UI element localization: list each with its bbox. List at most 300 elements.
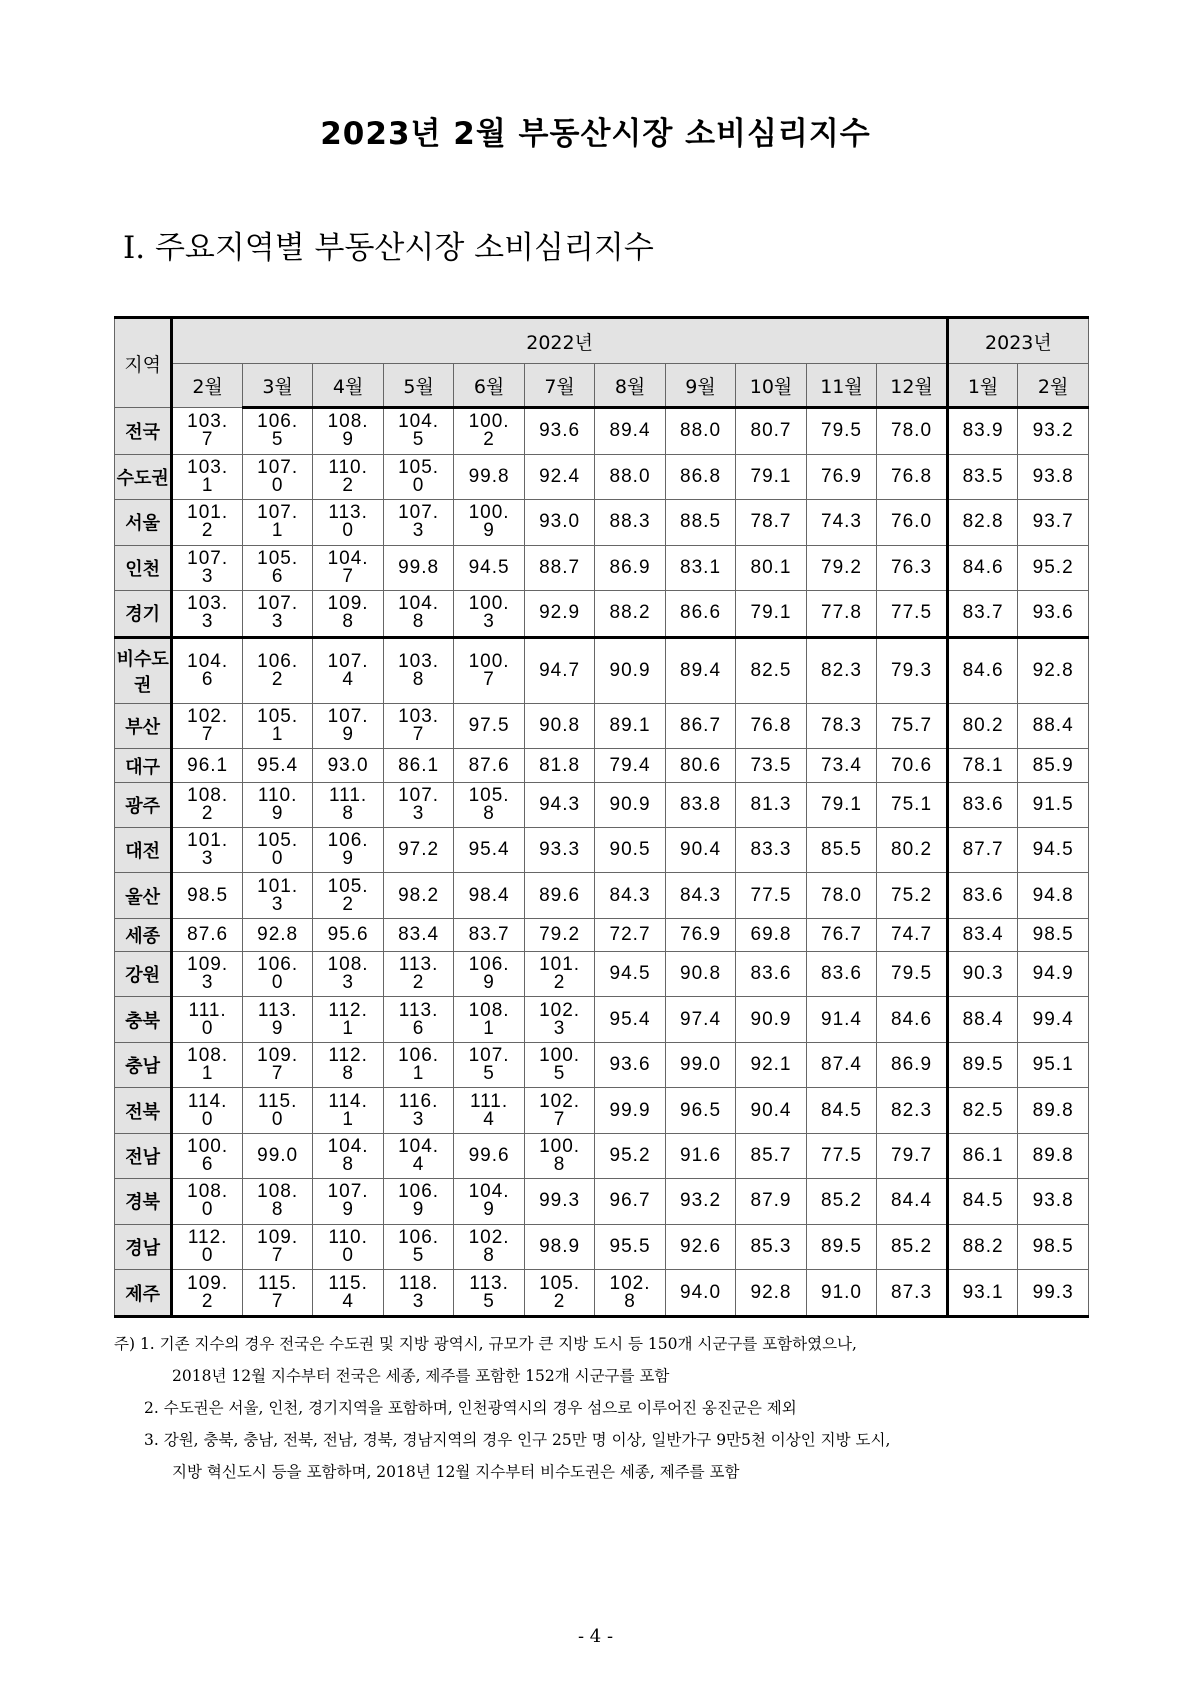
value-cell: 72.7: [595, 918, 665, 951]
region-cell: 부산: [115, 703, 172, 748]
value-cell: 75.1: [877, 782, 948, 827]
index-table: [114, 316, 1089, 1318]
value-cell: 100. 9: [454, 500, 524, 545]
value-cell: 88.3: [595, 500, 665, 545]
value-cell: 96.7: [595, 1179, 665, 1224]
value-cell: 104. 4: [383, 1133, 453, 1178]
page-number: - 4 -: [577, 1626, 614, 1647]
value-cell: 109. 2: [172, 1270, 242, 1317]
value-cell: 77.5: [806, 1133, 876, 1178]
value-cell: 95.1: [1018, 1042, 1089, 1087]
value-cell: 93.3: [524, 828, 594, 873]
value-cell: 107. 1: [242, 500, 312, 545]
value-cell: 113. 2: [383, 952, 453, 997]
year-2022-header: 2022년: [172, 318, 947, 364]
value-cell: 80.2: [877, 828, 948, 873]
value-cell: 104. 8: [313, 1133, 383, 1178]
value-cell: 94.5: [454, 545, 524, 590]
value-cell: 69.8: [736, 918, 806, 951]
value-cell: 91.5: [1018, 782, 1089, 827]
value-cell: 81.3: [736, 782, 806, 827]
value-cell: 100. 3: [454, 590, 524, 637]
value-cell: 83.9: [947, 408, 1017, 455]
footnote-1-continued: 2018년 12월 지수부터 전국은 세종, 제주를 포함한 152개 시군구를 포함: [172, 1367, 670, 1385]
value-cell: 104. 6: [172, 637, 242, 703]
value-cell: 98.4: [454, 873, 524, 918]
month-header: 6월: [454, 364, 524, 408]
value-cell: 85.2: [806, 1179, 876, 1224]
value-cell: 85.7: [736, 1133, 806, 1178]
value-cell: 112. 8: [313, 1042, 383, 1087]
value-cell: 93.6: [595, 1042, 665, 1087]
value-cell: 108. 0: [172, 1179, 242, 1224]
footnote-2: 2. 수도권은 서울, 인천, 경기지역을 포함하며, 인천광역시의 경우 섬으로 이루어진 옹진군은 제외: [144, 1399, 797, 1417]
region-cell: 강원: [115, 952, 172, 997]
table-row: [115, 703, 1089, 748]
month-header: 8월: [595, 364, 665, 408]
value-cell: 84.4: [877, 1179, 948, 1224]
month-header: 11월: [806, 364, 876, 408]
table-row: [115, 1042, 1089, 1087]
value-cell: 90.5: [595, 828, 665, 873]
value-cell: 84.5: [806, 1088, 876, 1133]
value-cell: 79.2: [524, 918, 594, 951]
region-cell: 광주: [115, 782, 172, 827]
value-cell: 80.1: [736, 545, 806, 590]
month-header: 5월: [383, 364, 453, 408]
table-row: [115, 1088, 1089, 1133]
value-cell: 92.8: [242, 918, 312, 951]
value-cell: 82.3: [877, 1088, 948, 1133]
value-cell: 83.5: [947, 454, 1017, 499]
value-cell: 79.3: [877, 637, 948, 703]
value-cell: 105. 1: [242, 703, 312, 748]
value-cell: 79.2: [806, 545, 876, 590]
value-cell: 78.0: [877, 408, 948, 455]
value-cell: 107. 3: [383, 500, 453, 545]
value-cell: 78.1: [947, 749, 1017, 782]
value-cell: 86.1: [947, 1133, 1017, 1178]
value-cell: 102. 3: [524, 997, 594, 1042]
value-cell: 111. 8: [313, 782, 383, 827]
region-cell: 대전: [115, 828, 172, 873]
value-cell: 76.9: [806, 454, 876, 499]
value-cell: 85.2: [877, 1224, 948, 1269]
value-cell: 87.9: [736, 1179, 806, 1224]
table-row: [115, 500, 1089, 545]
value-cell: 110. 9: [242, 782, 312, 827]
value-cell: 95.4: [595, 997, 665, 1042]
value-cell: 95.2: [595, 1133, 665, 1178]
value-cell: 89.1: [595, 703, 665, 748]
region-cell: 세종: [115, 918, 172, 951]
value-cell: 106. 5: [383, 1224, 453, 1269]
value-cell: 93.0: [524, 500, 594, 545]
value-cell: 88.2: [947, 1224, 1017, 1269]
table-body: [115, 408, 1089, 1317]
value-cell: 83.6: [806, 952, 876, 997]
value-cell: 78.3: [806, 703, 876, 748]
region-cell: 경북: [115, 1179, 172, 1224]
value-cell: 111. 4: [454, 1088, 524, 1133]
footnote-3-continued: 지방 혁신도시 등을 포함하며, 2018년 12월 지수부터 비수도권은 세종, 제주를 포함: [172, 1463, 740, 1481]
value-cell: 108. 8: [242, 1179, 312, 1224]
value-cell: 89.4: [595, 408, 665, 455]
value-cell: 101. 2: [172, 500, 242, 545]
value-cell: 92.8: [736, 1270, 806, 1317]
value-cell: 111. 0: [172, 997, 242, 1042]
value-cell: 99.9: [595, 1088, 665, 1133]
value-cell: 95.4: [242, 749, 312, 782]
value-cell: 94.5: [1018, 828, 1089, 873]
value-cell: 76.8: [736, 703, 806, 748]
value-cell: 93.6: [524, 408, 594, 455]
value-cell: 88.4: [947, 997, 1017, 1042]
value-cell: 87.3: [877, 1270, 948, 1317]
value-cell: 84.3: [665, 873, 735, 918]
value-cell: 97.5: [454, 703, 524, 748]
section-title: Ⅰ. 주요지역별 부동산시장 소비심리지수: [123, 230, 654, 266]
month-header: 9월: [665, 364, 735, 408]
value-cell: 90.9: [736, 997, 806, 1042]
value-cell: 76.7: [806, 918, 876, 951]
table-row: [115, 637, 1089, 703]
value-cell: 85.5: [806, 828, 876, 873]
value-cell: 90.8: [665, 952, 735, 997]
value-cell: 82.5: [736, 637, 806, 703]
value-cell: 106. 1: [383, 1042, 453, 1087]
value-cell: 118. 3: [383, 1270, 453, 1317]
value-cell: 103. 8: [383, 637, 453, 703]
value-cell: 93.2: [665, 1179, 735, 1224]
region-cell: 충북: [115, 997, 172, 1042]
value-cell: 96.1: [172, 749, 242, 782]
value-cell: 104. 7: [313, 545, 383, 590]
value-cell: 86.7: [665, 703, 735, 748]
table-row: [115, 873, 1089, 918]
value-cell: 90.4: [665, 828, 735, 873]
value-cell: 95.6: [313, 918, 383, 951]
value-cell: 98.5: [1018, 1224, 1089, 1269]
value-cell: 113. 6: [383, 997, 453, 1042]
value-cell: 101. 3: [172, 828, 242, 873]
value-cell: 78.0: [806, 873, 876, 918]
value-cell: 113. 9: [242, 997, 312, 1042]
table-row: [115, 952, 1089, 997]
value-cell: 84.3: [595, 873, 665, 918]
value-cell: 88.0: [665, 408, 735, 455]
value-cell: 108. 2: [172, 782, 242, 827]
value-cell: 88.5: [665, 500, 735, 545]
region-cell: 전북: [115, 1088, 172, 1133]
value-cell: 90.9: [595, 782, 665, 827]
value-cell: 105. 2: [313, 873, 383, 918]
value-cell: 94.8: [1018, 873, 1089, 918]
region-cell: 인천: [115, 545, 172, 590]
value-cell: 99.8: [383, 545, 453, 590]
value-cell: 79.5: [877, 952, 948, 997]
region-cell: 전국: [115, 408, 172, 455]
value-cell: 104. 8: [383, 590, 453, 637]
value-cell: 83.6: [947, 873, 1017, 918]
table-row: [115, 590, 1089, 637]
value-cell: 77.8: [806, 590, 876, 637]
value-cell: 99.3: [524, 1179, 594, 1224]
value-cell: 88.7: [524, 545, 594, 590]
value-cell: 107. 4: [313, 637, 383, 703]
value-cell: 92.1: [736, 1042, 806, 1087]
value-cell: 105. 8: [454, 782, 524, 827]
value-cell: 90.9: [595, 637, 665, 703]
value-cell: 92.6: [665, 1224, 735, 1269]
value-cell: 73.5: [736, 749, 806, 782]
value-cell: 79.5: [806, 408, 876, 455]
value-cell: 110. 0: [313, 1224, 383, 1269]
value-cell: 115. 0: [242, 1088, 312, 1133]
value-cell: 99.3: [1018, 1270, 1089, 1317]
value-cell: 84.6: [877, 997, 948, 1042]
table-row: [115, 918, 1089, 951]
value-cell: 74.7: [877, 918, 948, 951]
value-cell: 102. 7: [172, 703, 242, 748]
value-cell: 79.1: [736, 454, 806, 499]
value-cell: 83.4: [947, 918, 1017, 951]
value-cell: 83.1: [665, 545, 735, 590]
value-cell: 103. 3: [172, 590, 242, 637]
value-cell: 113. 5: [454, 1270, 524, 1317]
year-2023-header: 2023년: [947, 318, 1088, 364]
value-cell: 110. 2: [313, 454, 383, 499]
value-cell: 88.0: [595, 454, 665, 499]
value-cell: 87.6: [172, 918, 242, 951]
value-cell: 107. 0: [242, 454, 312, 499]
value-cell: 107. 9: [313, 1179, 383, 1224]
value-cell: 90.3: [947, 952, 1017, 997]
value-cell: 101. 3: [242, 873, 312, 918]
value-cell: 86.1: [383, 749, 453, 782]
value-cell: 82.3: [806, 637, 876, 703]
value-cell: 116. 3: [383, 1088, 453, 1133]
value-cell: 75.2: [877, 873, 948, 918]
value-cell: 79.1: [736, 590, 806, 637]
value-cell: 80.7: [736, 408, 806, 455]
value-cell: 93.8: [1018, 1179, 1089, 1224]
value-cell: 80.6: [665, 749, 735, 782]
value-cell: 103. 1: [172, 454, 242, 499]
value-cell: 87.4: [806, 1042, 876, 1087]
value-cell: 89.6: [524, 873, 594, 918]
value-cell: 109. 7: [242, 1224, 312, 1269]
value-cell: 87.7: [947, 828, 1017, 873]
value-cell: 95.4: [454, 828, 524, 873]
value-cell: 114. 0: [172, 1088, 242, 1133]
value-cell: 108. 9: [313, 408, 383, 455]
value-cell: 98.2: [383, 873, 453, 918]
value-cell: 89.5: [947, 1042, 1017, 1087]
value-cell: 86.8: [665, 454, 735, 499]
value-cell: 100. 7: [454, 637, 524, 703]
value-cell: 85.3: [736, 1224, 806, 1269]
value-cell: 97.2: [383, 828, 453, 873]
value-cell: 99.6: [454, 1133, 524, 1178]
value-cell: 107. 5: [454, 1042, 524, 1087]
value-cell: 106. 9: [454, 952, 524, 997]
value-cell: 76.8: [877, 454, 948, 499]
value-cell: 105. 6: [242, 545, 312, 590]
month-header: 4월: [313, 364, 383, 408]
value-cell: 86.9: [595, 545, 665, 590]
value-cell: 74.3: [806, 500, 876, 545]
value-cell: 100. 2: [454, 408, 524, 455]
value-cell: 108. 1: [454, 997, 524, 1042]
value-cell: 95.5: [595, 1224, 665, 1269]
value-cell: 108. 1: [172, 1042, 242, 1087]
region-header: 지역: [115, 318, 172, 408]
value-cell: 78.7: [736, 500, 806, 545]
value-cell: 76.3: [877, 545, 948, 590]
value-cell: 88.4: [1018, 703, 1089, 748]
value-cell: 83.6: [947, 782, 1017, 827]
value-cell: 100. 6: [172, 1133, 242, 1178]
month-header: 3월: [242, 364, 312, 408]
value-cell: 105. 2: [524, 1270, 594, 1317]
value-cell: 107. 3: [242, 590, 312, 637]
value-cell: 83.6: [736, 952, 806, 997]
value-cell: 115. 4: [313, 1270, 383, 1317]
value-cell: 75.7: [877, 703, 948, 748]
table-row: [115, 997, 1089, 1042]
value-cell: 99.0: [242, 1133, 312, 1178]
value-cell: 106. 9: [383, 1179, 453, 1224]
value-cell: 87.6: [454, 749, 524, 782]
region-cell: 충남: [115, 1042, 172, 1087]
value-cell: 112. 0: [172, 1224, 242, 1269]
table-row: [115, 545, 1089, 590]
value-cell: 86.9: [877, 1042, 948, 1087]
region-cell: 비수도권: [115, 637, 172, 703]
region-cell: 경기: [115, 590, 172, 637]
value-cell: 95.2: [1018, 545, 1089, 590]
value-cell: 112. 1: [313, 997, 383, 1042]
value-cell: 106. 2: [242, 637, 312, 703]
value-cell: 82.8: [947, 500, 1017, 545]
value-cell: 107. 3: [172, 545, 242, 590]
value-cell: 94.0: [665, 1270, 735, 1317]
value-cell: 99.8: [454, 454, 524, 499]
value-cell: 89.4: [665, 637, 735, 703]
value-cell: 76.9: [665, 918, 735, 951]
value-cell: 70.6: [877, 749, 948, 782]
value-cell: 82.5: [947, 1088, 1017, 1133]
value-cell: 93.1: [947, 1270, 1017, 1317]
value-cell: 107. 9: [313, 703, 383, 748]
value-cell: 79.4: [595, 749, 665, 782]
table-row: [115, 408, 1089, 455]
value-cell: 103. 7: [172, 408, 242, 455]
value-cell: 102. 8: [595, 1270, 665, 1317]
table-row: [115, 782, 1089, 827]
value-cell: 83.7: [454, 918, 524, 951]
value-cell: 86.6: [665, 590, 735, 637]
value-cell: 106. 0: [242, 952, 312, 997]
value-cell: 96.5: [665, 1088, 735, 1133]
value-cell: 108. 3: [313, 952, 383, 997]
month-header: 1월: [947, 364, 1017, 408]
value-cell: 104. 5: [383, 408, 453, 455]
value-cell: 107. 3: [383, 782, 453, 827]
region-cell: 경남: [115, 1224, 172, 1269]
value-cell: 109. 8: [313, 590, 383, 637]
value-cell: 76.0: [877, 500, 948, 545]
value-cell: 106. 5: [242, 408, 312, 455]
value-cell: 93.7: [1018, 500, 1089, 545]
value-cell: 90.8: [524, 703, 594, 748]
value-cell: 114. 1: [313, 1088, 383, 1133]
document-title: 2023년 2월 부동산시장 소비심리지수: [320, 116, 871, 152]
value-cell: 73.4: [806, 749, 876, 782]
value-cell: 97.4: [665, 997, 735, 1042]
value-cell: 109. 3: [172, 952, 242, 997]
value-cell: 92.9: [524, 590, 594, 637]
value-cell: 94.3: [524, 782, 594, 827]
table-row: [115, 749, 1089, 782]
value-cell: 99.4: [1018, 997, 1089, 1042]
value-cell: 79.7: [877, 1133, 948, 1178]
region-cell: 울산: [115, 873, 172, 918]
value-cell: 98.5: [1018, 918, 1089, 951]
value-cell: 98.5: [172, 873, 242, 918]
month-header: 2월: [1018, 364, 1089, 408]
value-cell: 99.0: [665, 1042, 735, 1087]
value-cell: 94.5: [595, 952, 665, 997]
value-cell: 85.9: [1018, 749, 1089, 782]
region-cell: 제주: [115, 1270, 172, 1317]
value-cell: 84.5: [947, 1179, 1017, 1224]
table-row: [115, 1133, 1089, 1178]
value-cell: 109. 7: [242, 1042, 312, 1087]
value-cell: 101. 2: [524, 952, 594, 997]
footnotes: [114, 1328, 1089, 1488]
value-cell: 93.6: [1018, 590, 1089, 637]
value-cell: 103. 7: [383, 703, 453, 748]
value-cell: 79.1: [806, 782, 876, 827]
value-cell: 77.5: [877, 590, 948, 637]
value-cell: 89.8: [1018, 1133, 1089, 1178]
value-cell: 93.0: [313, 749, 383, 782]
value-cell: 83.7: [947, 590, 1017, 637]
value-cell: 92.8: [1018, 637, 1089, 703]
month-header: 12월: [877, 364, 948, 408]
month-header: 7월: [524, 364, 594, 408]
value-cell: 113. 0: [313, 500, 383, 545]
value-cell: 100. 5: [524, 1042, 594, 1087]
value-cell: 91.0: [806, 1270, 876, 1317]
table-row: [115, 1224, 1089, 1269]
value-cell: 91.4: [806, 997, 876, 1042]
value-cell: 83.8: [665, 782, 735, 827]
value-cell: 105. 0: [242, 828, 312, 873]
value-cell: 115. 7: [242, 1270, 312, 1317]
value-cell: 94.7: [524, 637, 594, 703]
value-cell: 77.5: [736, 873, 806, 918]
table-row: [115, 1179, 1089, 1224]
region-cell: 전남: [115, 1133, 172, 1178]
table-row: [115, 454, 1089, 499]
region-cell: 서울: [115, 500, 172, 545]
value-cell: 106. 9: [313, 828, 383, 873]
value-cell: 81.8: [524, 749, 594, 782]
value-cell: 89.8: [1018, 1088, 1089, 1133]
